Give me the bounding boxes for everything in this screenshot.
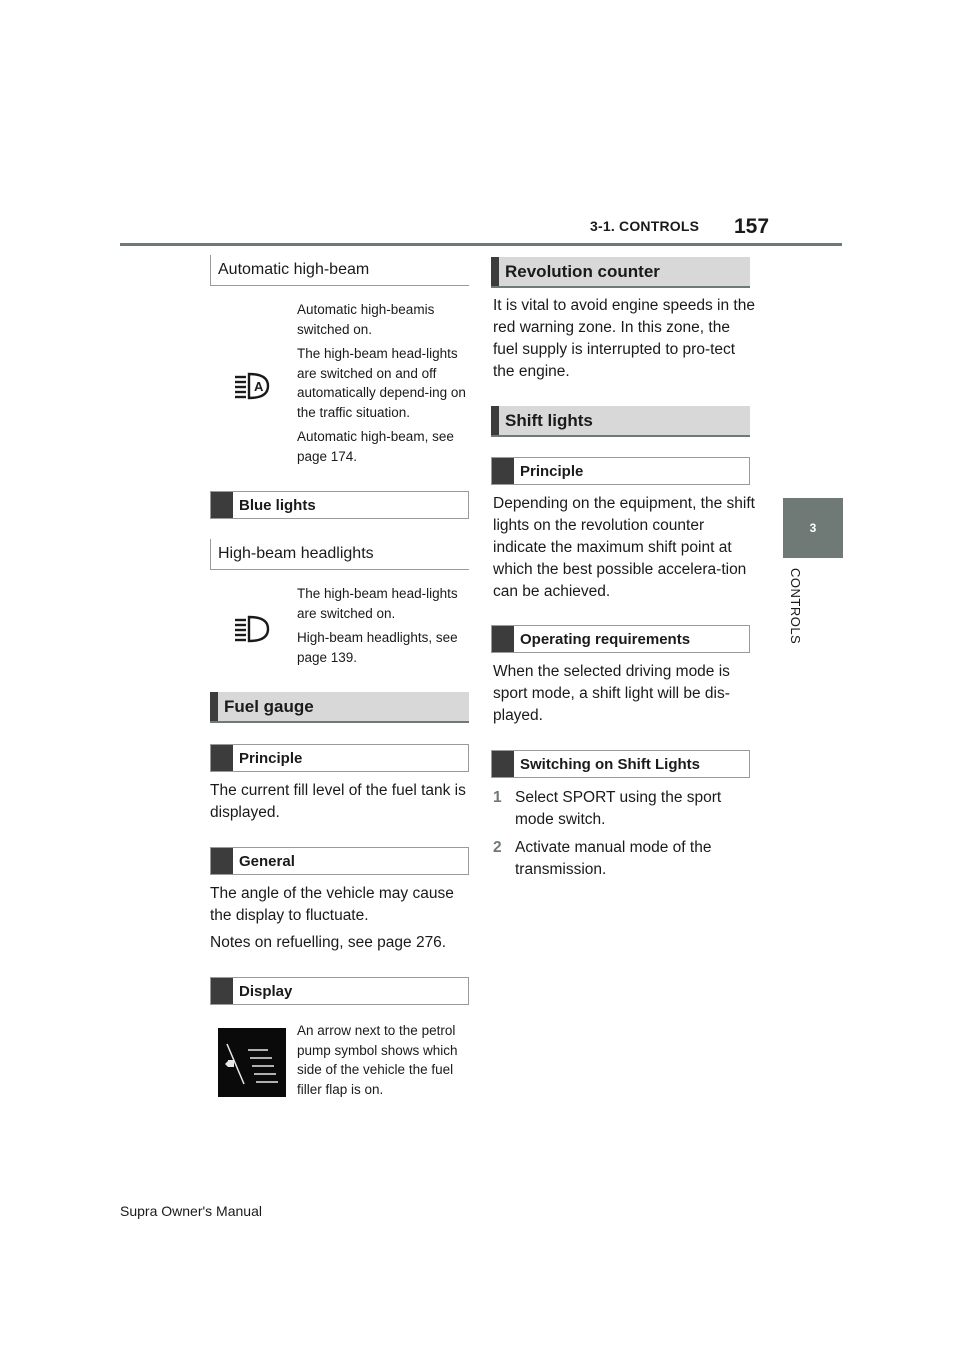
chapter-label: CONTROLS (788, 568, 803, 645)
fuel-gauge-heading (210, 692, 469, 723)
high-beam-icon (232, 613, 272, 648)
fuel-display-heading-text: Display (239, 982, 293, 1000)
fuel-general-heading-text: General (239, 852, 295, 870)
high-beam-line-2: High-beam headlights, see page 139. (297, 630, 458, 665)
heading-bar (211, 848, 233, 874)
header-rule (120, 243, 842, 246)
step-2 (493, 837, 755, 881)
auto-high-beam-desc (297, 300, 469, 471)
heading-bar (210, 692, 218, 721)
step-number: 2 (493, 839, 502, 856)
step-1 (493, 787, 755, 831)
operating-requirements-text: When the selected driving mode is sport mode, a shift light will be dis-played. (493, 663, 730, 724)
step-text: Select SPORT using the sport mode switch. (515, 789, 722, 828)
heading-bar (211, 492, 233, 518)
high-beam-desc (297, 584, 469, 672)
revolution-counter-heading-text: Revolution counter (505, 261, 660, 281)
fuel-principle-text: The current fill level of the fuel tank is displayed. (210, 782, 466, 821)
shift-lights-heading (491, 406, 750, 437)
svg-text:A: A (254, 379, 264, 394)
fuel-principle-heading (210, 744, 469, 772)
auto-high-beam-line-1: Automatic high-beamis switched on. (297, 302, 435, 337)
fuel-general-text-1: The angle of the vehicle may cause the display to fluctuate. (210, 885, 454, 924)
blue-lights-heading (210, 491, 469, 519)
auto-high-beam-icon (232, 370, 272, 405)
shift-lights-heading-text: Shift lights (505, 410, 593, 430)
shift-principle-heading (491, 457, 750, 485)
operating-requirements-heading-text: Operating requirements (520, 630, 691, 648)
switching-on-heading-text: Switching on Shift Lights (520, 755, 700, 773)
fuel-display-text: An arrow next to the petrol pump symbol shows which side of the vehicle the fuel filler flap is on. (297, 1023, 458, 1097)
chapter-tab: 3 (783, 498, 843, 558)
auto-high-beam-line-2: The high-beam head-lights are switched on and off automatically depend-ing on the traffic situation. (297, 346, 466, 420)
shift-principle-text: Depending on the equipment, the shift lights on the revolution counter indicate the maximum shift point at which the best possible accelera-tion can be achieved. (493, 495, 755, 600)
step-number: 1 (493, 789, 502, 806)
fuel-principle-heading-text: Principle (239, 749, 303, 767)
heading-bar (492, 458, 514, 484)
high-beam-title: High-beam headlights (210, 539, 469, 570)
step-text: Activate manual mode of the transmission. (515, 839, 712, 878)
fuel-general-heading (210, 847, 469, 875)
section-title: 3-1. CONTROLS (590, 218, 700, 234)
blue-lights-heading-text: Blue lights (239, 496, 316, 514)
heading-bar (211, 978, 233, 1004)
fuel-general-text-2: Notes on refuelling, see page 276. (210, 934, 447, 951)
operating-requirements-heading (491, 625, 750, 653)
heading-bar (492, 751, 514, 777)
fuel-display-heading (210, 977, 469, 1005)
heading-bar (492, 626, 514, 652)
auto-high-beam-line-3: Automatic high-beam, see page 174. (297, 429, 454, 464)
heading-bar (211, 745, 233, 771)
auto-high-beam-title: Automatic high-beam (210, 255, 469, 286)
fuel-gauge-display-icon (218, 1028, 286, 1102)
heading-bar (491, 406, 499, 435)
revolution-counter-text: It is vital to avoid engine speeds in the red warning zone. In this zone, the fuel supply is interrupted to pro-tect the engine. (493, 297, 755, 380)
shift-principle-heading-text: Principle (520, 462, 584, 480)
footer-text: Supra Owner's Manual (120, 1203, 262, 1219)
page-number: 157 (734, 215, 770, 238)
heading-bar (491, 257, 499, 286)
fuel-gauge-heading-text: Fuel gauge (224, 696, 314, 716)
revolution-counter-heading (491, 257, 750, 288)
high-beam-line-1: The high-beam head-lights are switched on. (297, 586, 458, 621)
switching-on-heading (491, 750, 750, 778)
